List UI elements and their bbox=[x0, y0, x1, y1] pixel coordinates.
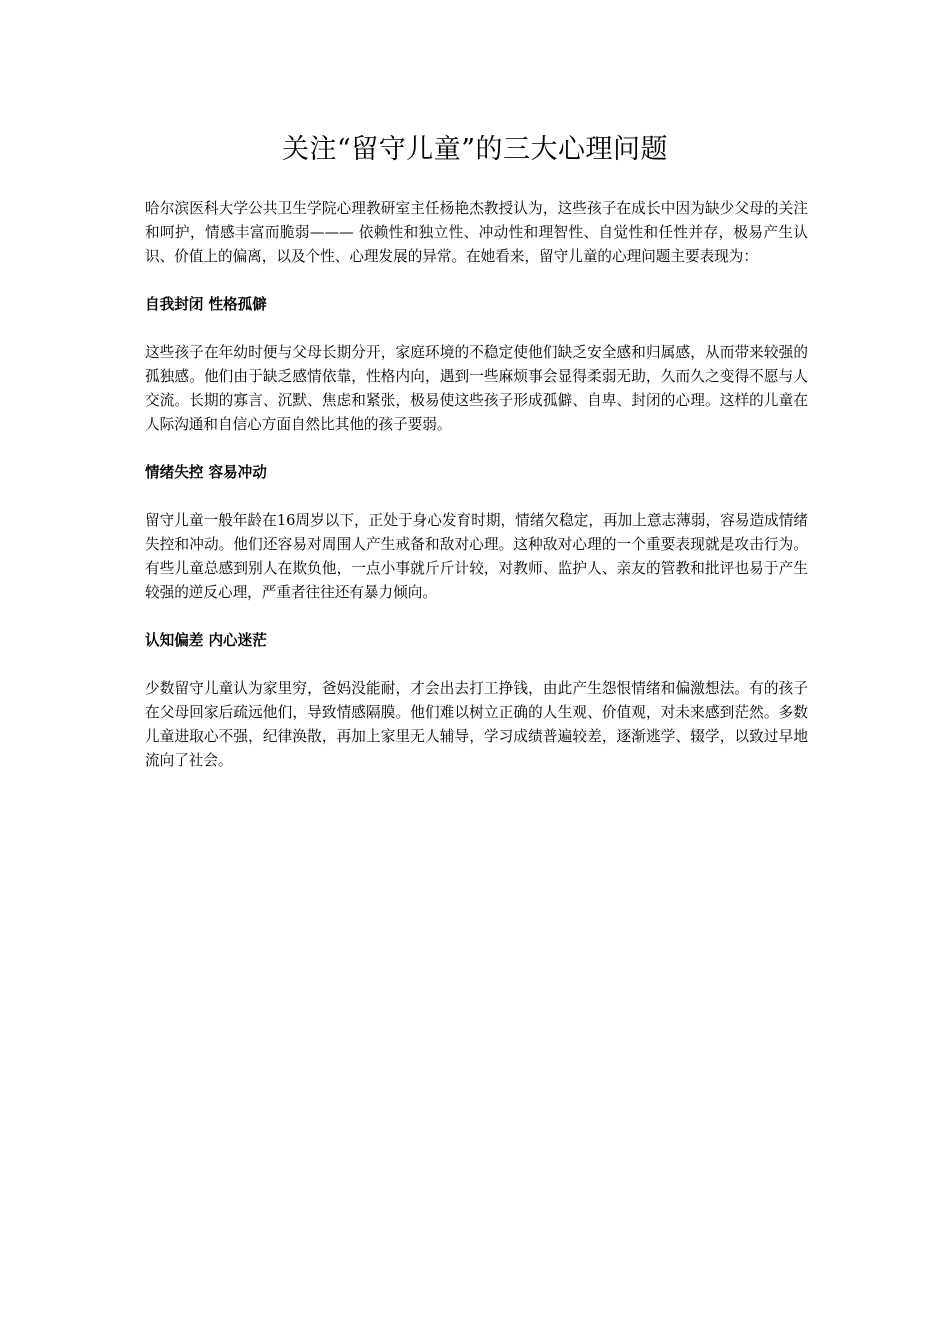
intro-paragraph: 哈尔滨医科大学公共卫生学院心理教研室主任杨艳杰教授认为，这些孩子在成长中因为缺少父母的关注和呵护，情感丰富而脆弱——— 依赖性和独立性、冲动性和理智性、自觉性和任性并存，极易产生认识、价值上的偏离，以及个性、心理发展的异常。在她看来，留守儿童的心理问题主要表现为： bbox=[145, 200, 808, 265]
section-paragraph-3: 少数留守儿童认为家里穷，爸妈没能耐，才会出去打工挣钱，由此产生怨恨情绪和偏激想法。有的孩子在父母回家后疏远他们，导致情感隔膜。他们难以树立正确的人生观、价值观，对未来感到茫然。多数儿童进取心不强，纪律涣散，再加上家里无人辅导，学习成绩普遍较差，逐渐逃学、辍学，以致过早地流向了社会。 bbox=[145, 680, 808, 769]
section-paragraph-2: 留守儿童一般年龄在16周岁以下，正处于身心发育时期，情绪欠稳定，再加上意志薄弱，容易造成情绪失控和冲动。他们还容易对周围人产生戒备和敌对心理。这种敌对心理的一个重要表现就是攻击行为。有些儿童总感到别人在欺负他，一点小事就斤斤计较，对教师、监护人、亲友的管教和批评也易于产生较强的逆反心理，严重者往往还有暴力倾向。 bbox=[145, 512, 808, 601]
document-body bbox=[145, 197, 808, 773]
section-heading-1: 自我封闭 性格孤僻 bbox=[145, 296, 267, 313]
section-heading-2: 情绪失控 容易冲动 bbox=[145, 464, 267, 481]
section-heading-3: 认知偏差 内心迷茫 bbox=[145, 632, 267, 649]
section-paragraph-1: 这些孩子在年幼时便与父母长期分开，家庭环境的不稳定使他们缺乏安全感和归属感，从而带来较强的孤独感。他们由于缺乏感情依靠，性格内向，遇到一些麻烦事会显得柔弱无助，久而久之变得不愿与人交流。长期的寡言、沉默、焦虑和紧张，极易使这些孩子形成孤僻、自卑、封闭的心理。这样的儿童在人际沟通和自信心方面自然比其他的孩子要弱。 bbox=[145, 344, 808, 433]
document-title: 关注“留守儿童”的三大心理问题 bbox=[281, 134, 669, 165]
